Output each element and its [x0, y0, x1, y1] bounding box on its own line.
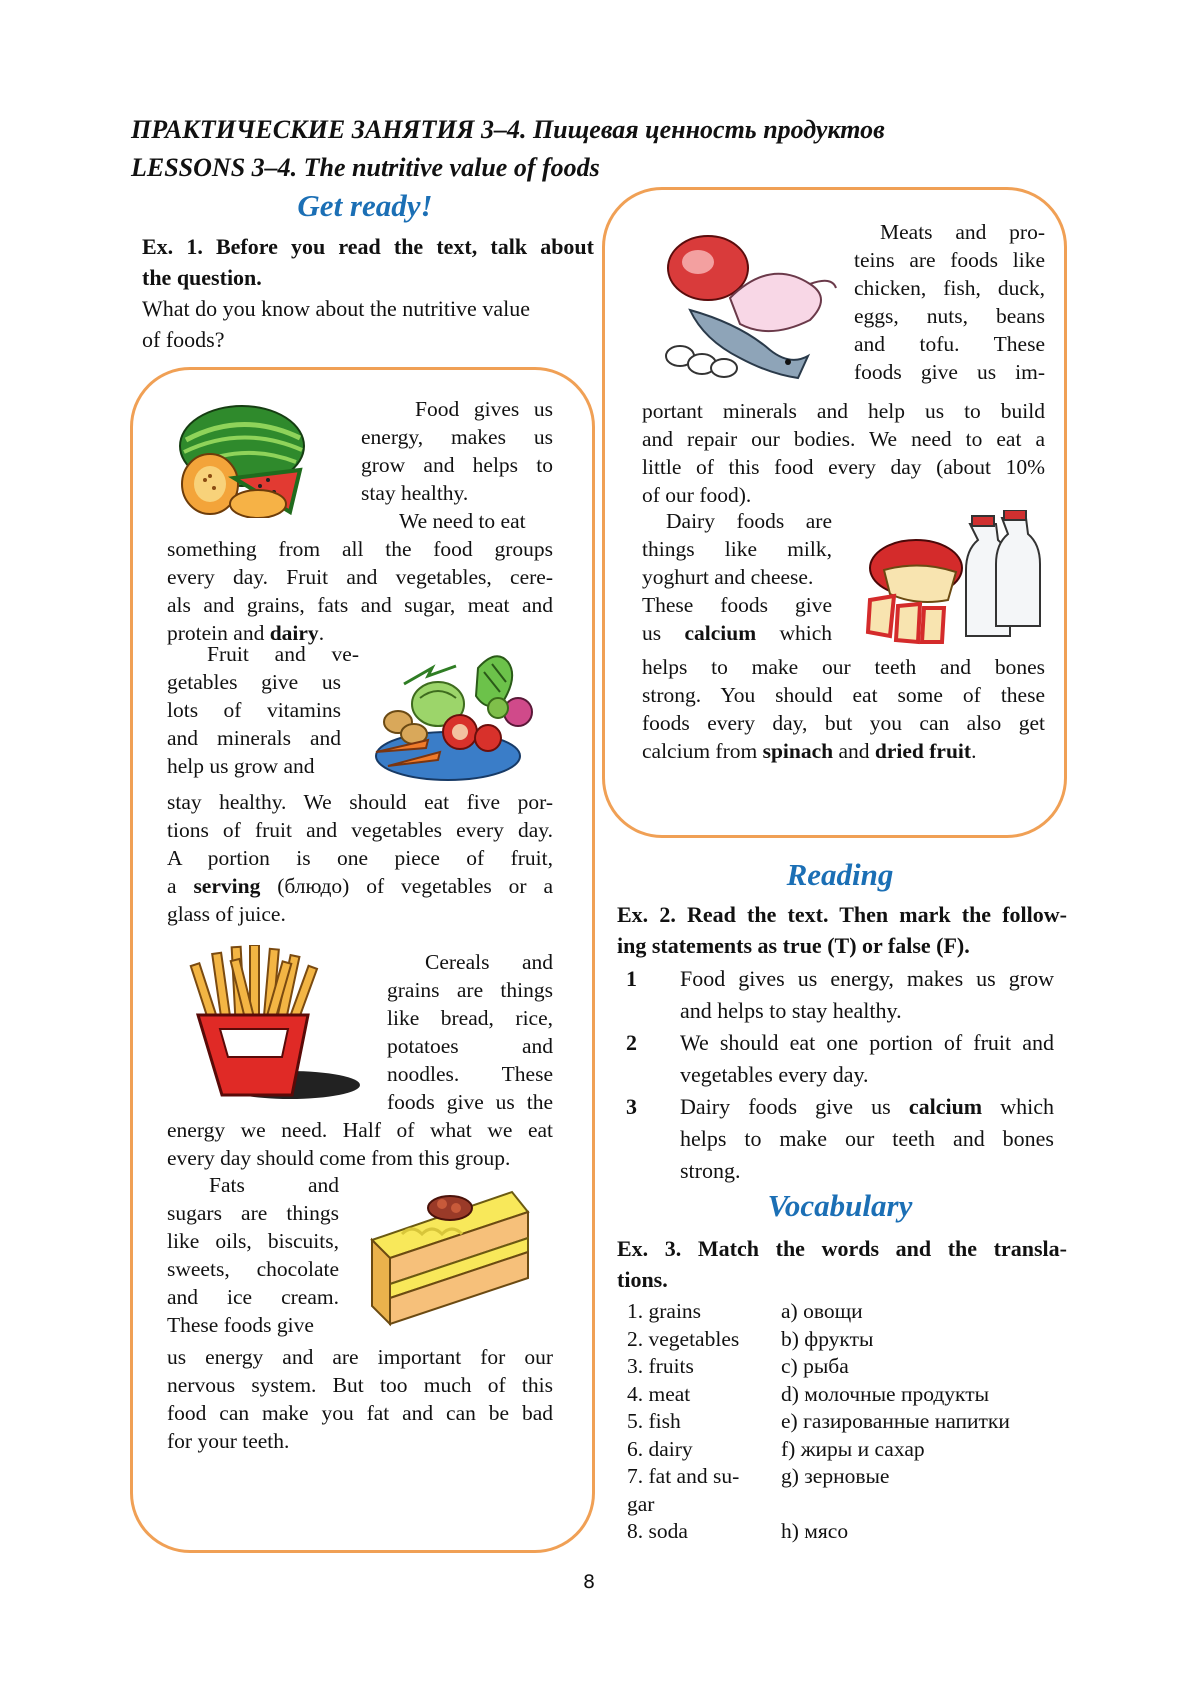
left-box-paragraph-fats	[167, 1171, 553, 1455]
statement-text: vegetables every day.	[680, 1062, 869, 1087]
statement-text: Dairy foods give us calcium which	[680, 1094, 1055, 1119]
text-line: Meats and pro-	[880, 220, 1045, 244]
text-line: something from all the food groups	[167, 537, 553, 561]
text-line: eggs, nuts, beans	[854, 304, 1045, 328]
exercise-3	[617, 1233, 1067, 1295]
right-box-paragraph-dairy	[642, 507, 1045, 765]
statement-text: and helps to stay healthy.	[680, 998, 902, 1023]
text-line: lots of vitamins	[167, 698, 341, 722]
text-line: like oils, biscuits,	[167, 1229, 339, 1253]
text-line: potatoes and	[387, 1034, 553, 1058]
term-calcium: calcium	[684, 621, 757, 645]
ex2-title-line-1: Ex. 2. Read the text. Then mark the follow-	[617, 902, 1067, 927]
vocabulary-heading: Vocabulary	[767, 1188, 913, 1223]
statement-number: 3	[626, 1094, 637, 1119]
text-line: us energy and are important for our	[167, 1345, 553, 1369]
text-line: strong. You should eat some of these	[642, 683, 1045, 707]
text-line: tions of fruit and vegetables every day.	[167, 818, 553, 842]
text-line: Fruit and ve-	[207, 642, 359, 666]
page-number: 8	[583, 1571, 596, 1593]
left-box-paragraph-fruit-lines	[167, 640, 553, 928]
text-line: of our food).	[642, 483, 752, 507]
vocab-translation: f) жиры и сахар	[781, 1436, 925, 1461]
vocab-translation: h) мясо	[781, 1519, 849, 1543]
statement-text: Food gives us energy, makes us grow	[680, 966, 1054, 991]
text-line: little of this food every day (about 10%	[642, 455, 1045, 479]
text-line: These foods give	[167, 1313, 314, 1337]
text-line: These foods give	[642, 593, 832, 617]
text-line: help us grow and	[167, 754, 315, 778]
text-line: stay healthy. We should eat five por-	[167, 790, 553, 814]
vocab-word: 2. vegetables	[627, 1326, 740, 1351]
ex1-question-line-1: What do you know about the nutritive value	[142, 296, 530, 321]
get-ready-heading: Get ready!	[297, 188, 433, 223]
statement-number: 2	[626, 1030, 637, 1055]
vocabulary-translations	[781, 1298, 1071, 1546]
vocab-translation: g) зерновые	[781, 1464, 890, 1488]
left-box-paragraph-food	[167, 395, 553, 647]
vocab-word: 1. grains	[627, 1299, 702, 1323]
text-line: foods give us the	[387, 1090, 553, 1114]
text-line: A portion is one piece of fruit,	[167, 846, 553, 870]
text-line: nervous system. But too much of this	[167, 1373, 553, 1397]
text-line: sweets, chocolate	[167, 1257, 339, 1281]
text-line: yoghurt and cheese.	[642, 565, 814, 589]
vocabulary-words	[627, 1298, 777, 1546]
text-line: and repair our bodies. We need to eat a	[642, 427, 1045, 451]
text-line: calcium from spinach and dried fruit.	[642, 739, 977, 763]
text-line: helps to make our teeth and bones	[642, 655, 1045, 679]
statement-3	[626, 1091, 1054, 1187]
text-line: every day should come from this group.	[167, 1146, 511, 1170]
vocab-word: gar	[627, 1491, 655, 1516]
ex1-question-line-2: of foods?	[142, 327, 225, 352]
header-title-en: LESSONS 3–4. The nutritive value of foods	[131, 153, 600, 182]
text-line: us calcium which	[642, 621, 832, 645]
text-line: and minerals and	[167, 726, 341, 750]
exercise-2	[617, 899, 1067, 961]
term-dairy: dairy	[269, 621, 319, 645]
ex3-title-line-2: tions.	[617, 1267, 668, 1292]
term-spinach: spinach	[762, 739, 834, 763]
text-line: Food gives us	[415, 397, 553, 421]
vocab-word: 6. dairy	[627, 1436, 693, 1461]
text-line: energy, makes us	[361, 425, 553, 449]
text-line: every day. Fruit and vegetables, cere-	[167, 565, 553, 589]
text-line: energy we need. Half of what we eat	[167, 1118, 553, 1142]
exercise-1	[142, 231, 594, 355]
text-line: portant minerals and help us to build	[642, 399, 1045, 423]
text-line: teins are foods like	[854, 248, 1045, 272]
ex1-title-line-2: the question.	[142, 265, 262, 290]
right-box-paragraph-meats	[642, 218, 1045, 509]
statement-2	[626, 1027, 1054, 1091]
statement-1	[626, 963, 1054, 1027]
text-line: and tofu. These	[854, 332, 1045, 356]
text-line: glass of juice.	[167, 902, 286, 926]
text-line: like bread, rice,	[387, 1006, 553, 1030]
text-line: foods every day, but you can also get	[642, 711, 1045, 735]
text-line: grains are things	[387, 978, 553, 1002]
text-line: a serving (блюдо) of vegetables or a	[167, 874, 553, 898]
text-line: for your teeth.	[167, 1429, 290, 1453]
text-line: food can make you fat and can be bad	[167, 1401, 553, 1425]
reading-heading: Reading	[786, 857, 894, 892]
text-line: foods give us im-	[854, 360, 1045, 384]
ex1-title-line-1: Ex. 1. Before you read the text, talk about	[142, 234, 594, 259]
vocab-translation: b) фрукты	[781, 1326, 874, 1351]
text-line: Fats and	[209, 1173, 339, 1197]
text-line: grow and helps to	[361, 453, 553, 477]
header-title-ru: ПРАКТИЧЕСКИЕ ЗАНЯТИЯ 3–4. Пищевая ценность продуктов	[131, 115, 885, 144]
term-dried-fruit: dried fruit	[874, 739, 972, 763]
statement-number: 1	[626, 966, 637, 991]
ex3-title-line-1: Ex. 3. Match the words and the transla-	[617, 1236, 1067, 1261]
text-line: chicken, fish, duck,	[854, 276, 1045, 300]
text-line: noodles. These	[387, 1062, 553, 1086]
vocab-translation: a) овощи	[781, 1299, 863, 1323]
vocab-word: 4. meat	[627, 1381, 691, 1406]
left-box-paragraph-cereals	[167, 948, 553, 1172]
text-line: stay healthy.	[361, 481, 469, 505]
term-serving: serving	[193, 874, 261, 898]
text-line: getables give us	[167, 670, 341, 694]
text-line: als and grains, fats and sugar, meat and	[167, 593, 553, 617]
statement-text: helps to make our teeth and bones	[680, 1126, 1054, 1151]
vocab-translation: c) рыба	[781, 1354, 849, 1378]
vocab-word: 3. fruits	[627, 1354, 694, 1378]
text-line: and ice cream.	[167, 1285, 339, 1309]
statement-text: We should eat one portion of fruit and	[680, 1030, 1054, 1055]
vocab-translation: d) молочные продукты	[781, 1381, 990, 1406]
text-line: Cereals and	[425, 950, 553, 974]
vocab-word: 8. soda	[627, 1519, 688, 1543]
text-line: sugars are things	[167, 1201, 339, 1225]
ex2-title-line-2: ing statements as true (T) or false (F).	[617, 933, 970, 958]
text-line: things like milk,	[642, 537, 832, 561]
text-line: We need to eat	[399, 509, 526, 533]
vocab-word: 7. fat and su-	[627, 1464, 740, 1488]
vocab-translation: e) газированные напитки	[781, 1409, 1010, 1433]
text-line: Dairy foods are	[666, 509, 832, 533]
text-line: protein and dairy.	[167, 621, 325, 645]
term-calcium: calcium	[908, 1094, 983, 1119]
statement-text: strong.	[680, 1158, 741, 1183]
vocab-word: 5. fish	[627, 1409, 681, 1433]
